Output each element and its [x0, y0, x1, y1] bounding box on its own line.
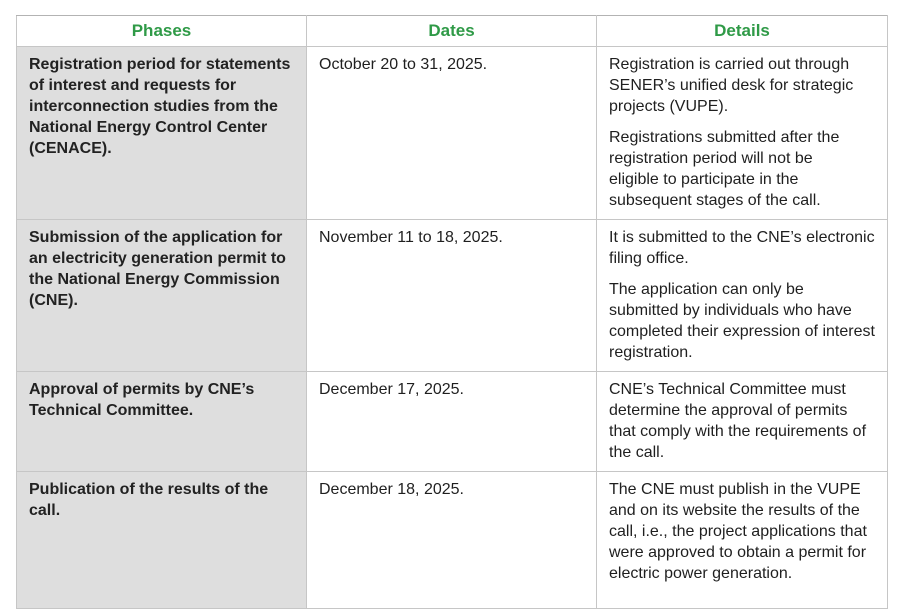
phase-cell: Submission of the application for an electricity generation permit to the National Energy Commission (CNE). [17, 220, 307, 372]
header-phases: Phases [17, 16, 307, 47]
date-cell: December 17, 2025. [307, 372, 597, 472]
date-cell: December 18, 2025. [307, 472, 597, 609]
details-paragraph: The application can only be submitted by individuals who have completed their expression of interest registration. [609, 281, 875, 361]
phases-table [16, 15, 888, 609]
details-paragraph: Registrations submitted after the registration period will not be eligible to participate in the subsequent stages of the call. [609, 129, 840, 209]
phase-cell: Approval of permits by CNE’s Technical Committee. [17, 372, 307, 472]
table-row [17, 472, 888, 609]
table-row [17, 220, 888, 372]
table-row [17, 372, 888, 472]
details-cell [597, 472, 888, 609]
phase-cell: Publication of the results of the call. [17, 472, 307, 609]
details-cell [597, 220, 888, 372]
details-paragraph: Registration is carried out through SENER’s unified desk for strategic projects (VUPE). [609, 56, 854, 115]
header-row [17, 16, 888, 47]
details-cell [597, 372, 888, 472]
header-dates: Dates [307, 16, 597, 47]
table-row [17, 47, 888, 220]
date-cell: October 20 to 31, 2025. [307, 47, 597, 220]
details-cell [597, 47, 888, 220]
details-paragraph: It is submitted to the CNE’s electronic filing office. [609, 229, 875, 267]
phase-cell: Registration period for statements of interest and requests for interconnection studies from the National Energy Control Center (CENACE). [17, 47, 307, 220]
date-cell: November 11 to 18, 2025. [307, 220, 597, 372]
header-details: Details [597, 16, 888, 47]
details-paragraph: CNE’s Technical Committee must determine the approval of permits that comply with the requirements of the call. [609, 381, 867, 461]
details-paragraph: The CNE must publish in the VUPE and on its website the results of the call, i.e., the project applications that were approved to obtain a permit for electric power generation. [609, 481, 867, 582]
